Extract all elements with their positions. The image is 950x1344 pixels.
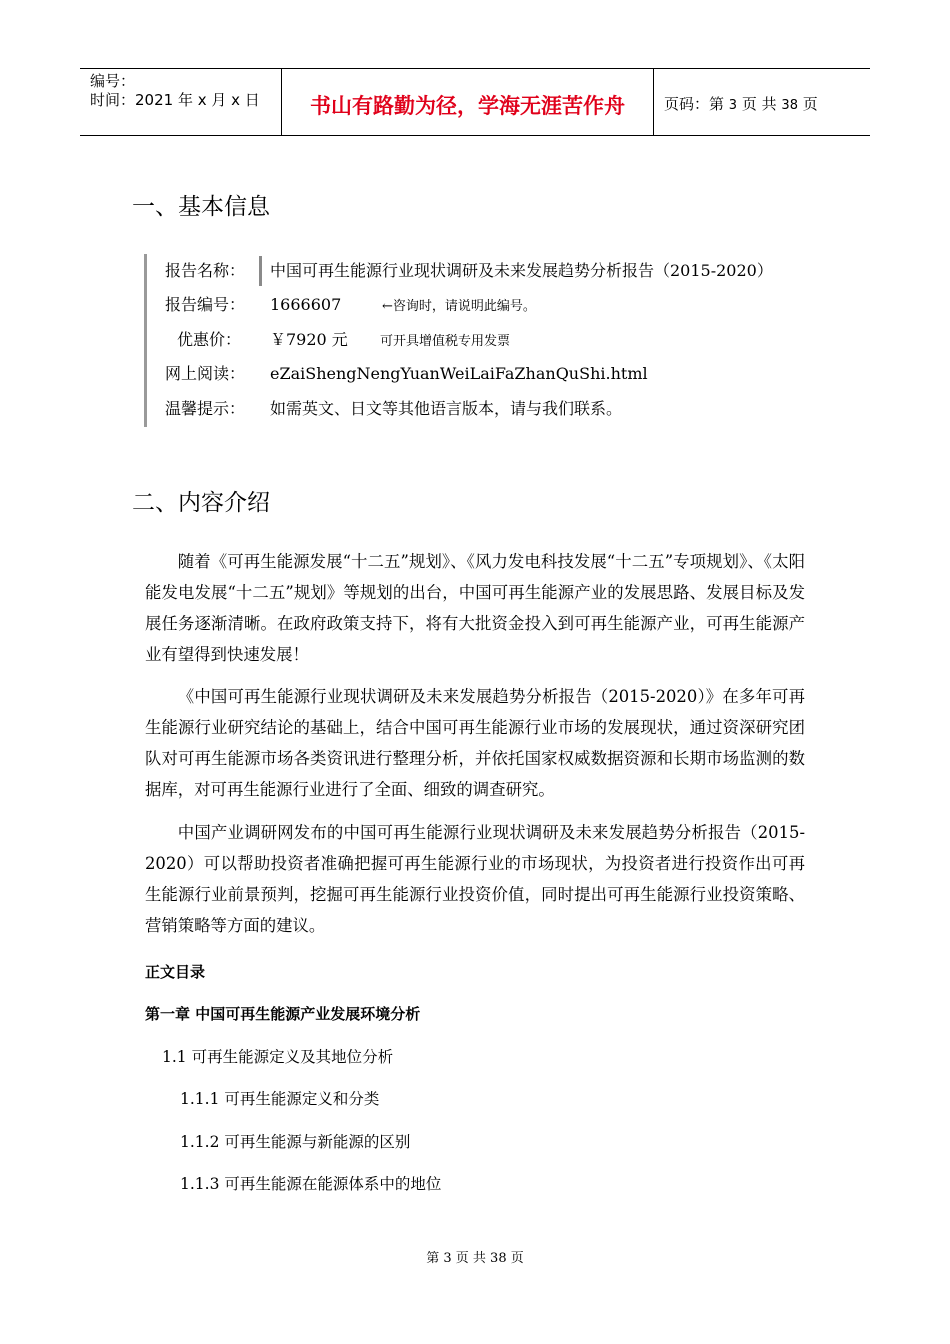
toc-section-1-1-3[interactable]: 1.1.3 可再生能源在能源体系中的地位 (180, 1175, 442, 1193)
info-row-report-name (165, 258, 773, 281)
info-left-bar (144, 254, 147, 427)
page-prefix: 页码：第 (664, 95, 725, 113)
intro-paragraph-3: 中国产业调研网发布的中国可再生能源行业现状调研及未来发展趋势分析报告（2015-2020）可以帮助投资者准确把握可再生能源行业的市场现状，为投资者进行投资作出可再生能源行业前景预判，挖掘可再生能源行业投资价值，同时提出可再生能源行业投资策略、营销策略等方面的建议。 (145, 823, 805, 935)
header-bottom-rule (80, 135, 870, 136)
report-code-note: ←咨询时，请说明此编号。 (382, 299, 536, 314)
page-total: 38 (781, 98, 798, 113)
info-row-tip (165, 396, 622, 419)
header-divider-right (653, 68, 654, 136)
toc-section-1-1-2[interactable]: 1.1.2 可再生能源与新能源的区别 (180, 1133, 411, 1151)
info-row-online (165, 361, 648, 384)
header-code-label: 编号： (90, 72, 136, 90)
header-motto: 书山有路勤为径，学海无涯苦作舟 (310, 94, 625, 118)
page-current: 3 (728, 98, 738, 113)
header-top-rule (80, 68, 870, 69)
online-url[interactable]: eZaiShengNengYuanWeiLaiFaZhanQuShi.html (270, 364, 648, 383)
price-value: ￥7920 元 (270, 330, 348, 349)
page-mid: 页 共 (741, 95, 777, 113)
info-row-price (165, 327, 510, 350)
tip-label: 温馨提示： (165, 399, 246, 418)
report-name: 中国可再生能源行业现状调研及未来发展趋势分析报告（2015-2020） (270, 261, 773, 280)
toc-section-1-1[interactable]: 1.1 可再生能源定义及其地位分析 (162, 1048, 394, 1066)
info-row-report-code (165, 292, 536, 315)
page-suffix: 页 (802, 95, 818, 113)
intro-paragraph-1: 随着《可再生能源发展“十二五”规划》、《风力发电科技发展“十二五”专项规划》、《太阳能发电发展“十二五”规划》等规划的出台，中国可再生能源产业的发展思路、发展目标及发展任务逐渐清晰。在政府政策支持下，将有大批资金投入到可再生能源产业，可再生能源产业有望得到快速发展！ (145, 552, 805, 664)
tip-text: 如需英文、日文等其他语言版本，请与我们联系。 (270, 399, 623, 418)
online-label: 网上阅读： (165, 364, 246, 383)
header-page-info (664, 93, 818, 114)
price-note: 可开具增值税专用发票 (380, 334, 511, 349)
toc-section-1-1-1[interactable]: 1.1.1 可再生能源定义和分类 (180, 1090, 380, 1108)
section-title-basic-info: 一、基本信息 (132, 194, 270, 220)
report-code-label: 报告编号： (165, 295, 246, 314)
header-meta (90, 72, 260, 110)
report-name-label: 报告名称： (165, 261, 246, 280)
report-code: 1666607 (270, 295, 342, 314)
toc-chapter-1[interactable]: 第一章 中国可再生能源产业发展环境分析 (145, 1005, 421, 1023)
intro-paragraph-2: 《中国可再生能源行业现状调研及未来发展趋势分析报告（2015-2020）》在多年可再生能源行业研究结论的基础上，结合中国可再生能源行业市场的发展现状，通过资深研究团队对可再生能源市场各类资讯进行整理分析，并依托国家权威数据资源和长期市场监测的数据库，对可再生能源行业进行了全面、细致的调查研究。 (145, 687, 805, 799)
page-footer: 第 3 页 共 38 页 (426, 1251, 524, 1266)
price-label: 优惠价： (176, 330, 241, 349)
header-time-label: 时间：2021 年 x 月 x 日 (90, 91, 260, 109)
toc-heading: 正文目录 (145, 963, 206, 981)
section-title-content-intro: 二、内容介绍 (132, 490, 270, 516)
